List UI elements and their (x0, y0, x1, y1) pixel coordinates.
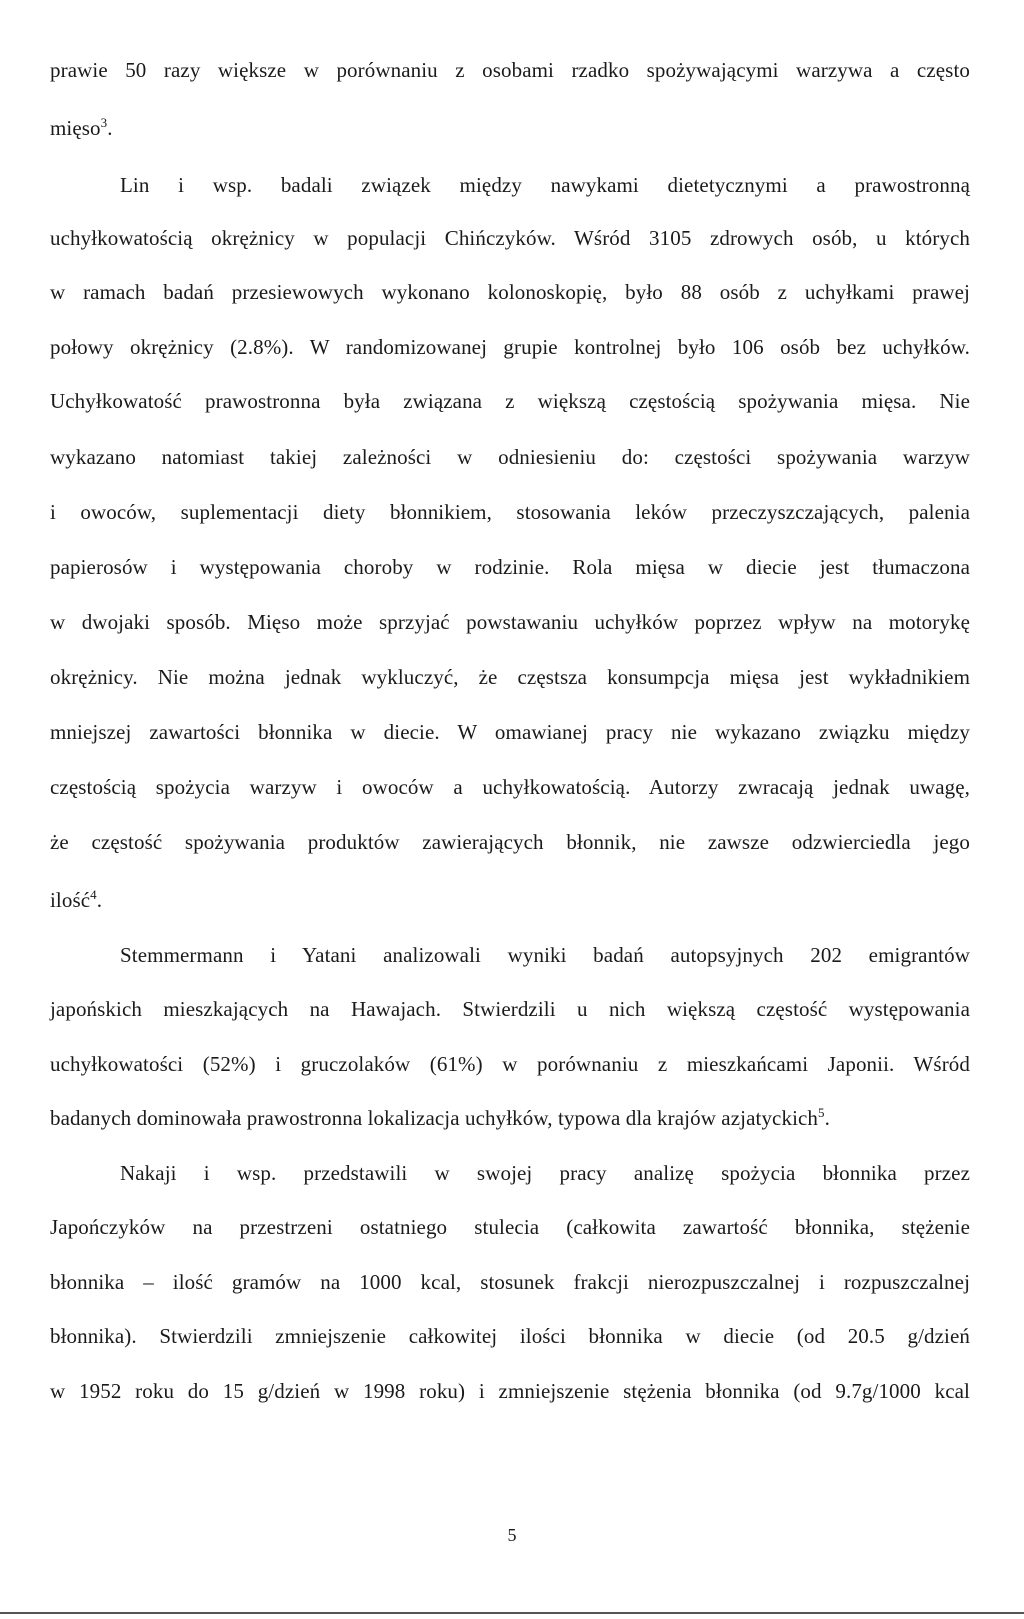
text-line (50, 663, 970, 691)
text-line (50, 1104, 970, 1132)
line-text: ilość (50, 888, 91, 912)
text-line (50, 1268, 970, 1296)
line-text: błonnika). Stwierdzili zmniejszenie całkowitej ilości błonnika w diecie (od 20.5 g/dzień (50, 1324, 970, 1348)
line-text: w dwojaki sposób. Mięso może sprzyjać powstawaniu uchyłków poprzez wpływ na motorykę (50, 610, 970, 634)
line-text: mniejszej zawartości błonnika w diecie. W omawianej pracy nie wykazano związku między (50, 720, 970, 744)
line-text: mięso (50, 116, 101, 140)
text-line (120, 171, 970, 199)
text-line (50, 56, 970, 84)
footnote-ref: 3 (100, 115, 108, 130)
line-text: błonnika – ilość gramów na 1000 kcal, stosunek frakcji nierozpuszczalnej i rozpuszczalnej (50, 1270, 970, 1294)
text-line (50, 224, 970, 252)
text-line (50, 718, 970, 746)
line-text: . (96, 888, 103, 912)
line-text: i owoców, suplementacji diety błonnikiem, stosowania leków przeczyszczających, palenia (50, 500, 970, 524)
line-text: uchyłkowatości (52%) i gruczolaków (61%) w porównaniu z mieszkańcami Japonii. Wśród (50, 1052, 970, 1076)
line-text: Nakaji i wsp. przedstawili w swojej pracy analizę spożycia błonnika przez (120, 1161, 970, 1185)
page-number: 5 (507, 1525, 517, 1545)
line-text: . (824, 1106, 830, 1130)
line-text: Stemmermann i Yatani analizowali wyniki badań autopsyjnych 202 emigrantów (120, 943, 970, 967)
text-line (50, 443, 970, 471)
line-text: papierosów i występowania choroby w rodzinie. Rola mięsa w diecie jest tłumaczona (50, 555, 970, 579)
footnote-ref: 5 (818, 1105, 825, 1120)
footer-divider (0, 1612, 1024, 1614)
text-line (50, 608, 970, 636)
text-line (50, 553, 970, 581)
text-line (50, 387, 970, 415)
line-text: Lin i wsp. badali związek między nawykami dietetycznymi a prawostronną (120, 173, 970, 197)
line-text: połowy okrężnicy (2.8%). W randomizowanej grupie kontrolnej było 106 osób bez uchyłków. (50, 335, 970, 359)
text-line (50, 278, 970, 306)
line-text: . (107, 116, 113, 140)
line-text: Japończyków na przestrzeni ostatniego stulecia (całkowita zawartość błonnika, stężenie (50, 1215, 970, 1239)
line-text: prawie 50 razy większe w porównaniu z osobami rzadko spożywającymi warzywa a często (50, 58, 970, 82)
text-line (50, 773, 970, 801)
line-text: częstością spożycia warzyw i owoców a uchyłkowatością. Autorzy zwracają jednak uwagę, (50, 775, 970, 799)
text-line (50, 498, 970, 526)
footnote-ref: 4 (90, 887, 97, 902)
line-text: japońskich mieszkających na Hawajach. Stwierdzili u nich większą częstość występowania (50, 997, 970, 1021)
text-line (50, 995, 970, 1023)
text-line (120, 941, 970, 969)
line-text: że częstość spożywania produktów zawierających błonnik, nie zawsze odzwierciedla jego (50, 830, 970, 854)
line-text: w ramach badań przesiewowych wykonano kolonoskopię, było 88 osób z uchyłkami prawej (50, 280, 970, 304)
text-line (50, 333, 970, 361)
text-line (50, 114, 970, 142)
line-text: badanych dominowała prawostronna lokalizacja uchyłków, typowa dla krajów azjatyckich (50, 1106, 819, 1130)
text-line (50, 828, 970, 856)
line-text: w 1952 roku do 15 g/dzień w 1998 roku) i zmniejszenie stężenia błonnika (od 9.7g/1000 kcal (50, 1379, 970, 1403)
text-line (50, 1213, 970, 1241)
text-line (50, 1050, 970, 1078)
line-text: okrężnicy. Nie można jednak wykluczyć, że częstsza konsumpcja mięsa jest wykładnikiem (50, 665, 970, 689)
text-line (50, 1377, 970, 1405)
text-line (50, 1322, 970, 1350)
text-line (120, 1159, 970, 1187)
text-line (50, 886, 970, 914)
line-text: uchyłkowatością okrężnicy w populacji Chińczyków. Wśród 3105 zdrowych osób, u których (50, 226, 970, 250)
line-text: Uchyłkowatość prawostronna była związana z większą częstością spożywania mięsa. Nie (50, 389, 970, 413)
line-text: wykazano natomiast takiej zależności w odniesieniu do: częstości spożywania warzyw (50, 445, 970, 469)
